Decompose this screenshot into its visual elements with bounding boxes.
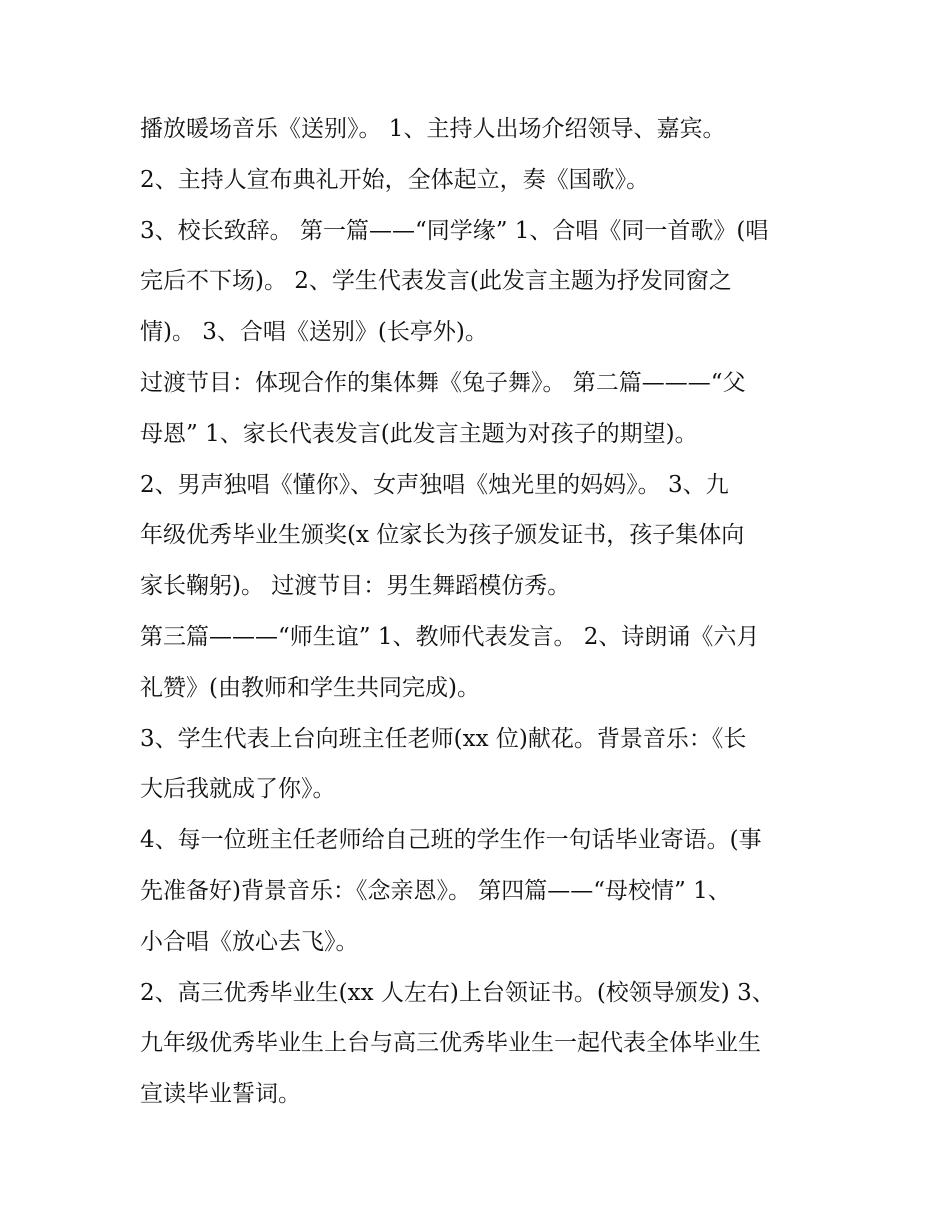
text-line: 2、高三优秀毕业生(xx 人左右)上台领证书。(校领导颁发) 3、: [140, 979, 775, 1006]
text-line: 宣读毕业誓词。: [140, 1081, 301, 1108]
text-line: 第三篇———“师生谊” 1、教师代表发言。 2、诗朗诵《六月: [140, 623, 760, 650]
text-line: 大后我就成了你》。: [140, 776, 336, 803]
text-line: 礼赞》(由教师和学生共同完成)。: [140, 674, 480, 701]
text-line: 完后不下场)。 2、学生代表发言(此发言主题为抒发同窗之: [140, 268, 732, 295]
text-line: 九年级优秀毕业生上台与高三优秀毕业生一起代表全体毕业生: [140, 1030, 761, 1057]
text-line: 先准备好)背景音乐：《念亲恩》。 第四篇——“母校情” 1、: [140, 877, 731, 904]
text-line: 母恩” 1、家长代表发言(此发言主题为对孩子的期望)。: [140, 420, 698, 447]
text-line: 情)。 3、合唱《送别》(长亭外)。: [140, 319, 488, 346]
text-line: 2、男声独唱《懂你》、女声独唱《烛光里的妈妈》。 3、九: [140, 471, 729, 498]
text-line: 家长鞠躬)。 过渡节目：男生舞蹈模仿秀。: [140, 573, 571, 600]
text-line: 过渡节目：体现合作的集体舞《兔子舞》。 第二篇———“父: [140, 369, 746, 396]
text-line: 3、校长致辞。 第一篇——“同学缘” 1、合唱《同一首歌》(唱: [140, 217, 769, 244]
text-line: 播放暖场音乐《送别》。 1、主持人出场介绍领导、嘉宾。: [140, 116, 726, 142]
text-line: 2、主持人宣布典礼开始，全体起立，奏《国歌》。: [140, 166, 650, 193]
text-line: 4、每一位班主任老师给自己班的学生作一句话毕业寄语。(事: [140, 827, 762, 854]
document-body: [140, 104, 830, 1120]
text-line: 小合唱《放心去飞》。: [140, 928, 359, 955]
text-line: 年级优秀毕业生颁奖(x 位家长为孩子颁发证书，孩子集体向: [140, 522, 745, 549]
text-line: 3、学生代表上台向班主任老师(xx 位)献花。背景音乐：《长: [140, 725, 747, 752]
